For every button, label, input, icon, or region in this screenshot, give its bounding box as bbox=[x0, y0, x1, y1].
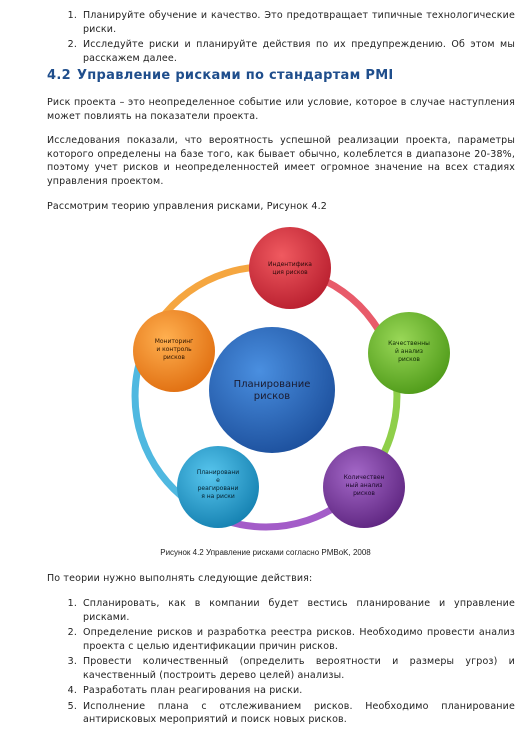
node-label-line: Мониторинг bbox=[154, 338, 194, 345]
node-label-line: й анализ bbox=[394, 348, 424, 355]
list-item-text: Провести количественный (определить вероятности и размеры угроз) и качественный (построить дерево целей) анализы. bbox=[83, 656, 515, 681]
node-label-line: рисков bbox=[163, 354, 185, 361]
paragraph-actions-intro: По теории нужно выполнять следующие действия: bbox=[47, 573, 313, 584]
list-item-number: 4. bbox=[67, 685, 77, 696]
node-label-line: я на риски bbox=[201, 493, 235, 500]
node-label-line: ция рисков bbox=[272, 269, 308, 276]
section-title: Управление рисками по стандартам PMI bbox=[76, 68, 394, 83]
list-item-text: Разработать план реагирования на риски. bbox=[83, 685, 303, 696]
list-item bbox=[67, 626, 515, 653]
risk-management-diagram bbox=[0, 215, 531, 545]
node-label-line: Количествен bbox=[343, 474, 385, 481]
node-label-line: е bbox=[216, 477, 220, 484]
node-label-line: Планировани bbox=[196, 469, 240, 476]
list-item-number: 2. bbox=[67, 627, 77, 638]
list-item bbox=[67, 700, 515, 727]
section-number: 4.2 bbox=[47, 68, 71, 83]
node-qualitative-analysis bbox=[368, 312, 450, 394]
center-label-line: Планирование bbox=[233, 379, 311, 390]
list-item-number: 1. bbox=[67, 598, 77, 609]
center-label-line: рисков bbox=[253, 391, 291, 402]
node-label-line: ный анализ bbox=[345, 482, 383, 489]
node-response-planning bbox=[177, 446, 259, 528]
list-item-text: Планируйте обучение и качество. Это предотвращает типичные технологические риски. bbox=[83, 10, 515, 35]
node-label-line: рисков bbox=[398, 356, 420, 363]
list-item bbox=[67, 597, 515, 624]
paragraph-research: Исследования показали, что вероятность успешной реализации проекта, параметры которого определены на базе того, как бывает обычно, колеблется в диапазоне 20-38%, поэтому учет рисков и неопределенностей имеет огромное значение на всех стадиях управления проектом. bbox=[47, 135, 515, 187]
list-item-number: 3. bbox=[67, 656, 77, 667]
node-label-line: Индентифика bbox=[268, 261, 312, 268]
list-item-text: Исполнение плана с отслеживанием рисков. Необходимо планирование антирисковых мероприятий и поиск новых рисков. bbox=[83, 700, 515, 725]
center-circle bbox=[209, 327, 335, 453]
list-item-text: Исследуйте риски и планируйте действия по их предупреждению. Об этом мы расскажем далее. bbox=[83, 39, 515, 64]
node-label-line: Качественны bbox=[388, 340, 430, 347]
list-item bbox=[67, 655, 515, 682]
list-item-text: Определение рисков и разработка реестра рисков. Необходимо провести анализ проекта с целью идентификации причин рисков. bbox=[83, 627, 515, 652]
list-item-number: 5. bbox=[67, 700, 77, 712]
list-item-number: 2. bbox=[67, 39, 77, 50]
list-item-text: Спланировать, как в компании будет вестись планирование и управление рисками. bbox=[83, 598, 515, 623]
paragraph-risk-definition: Риск проекта – это неопределенное событие или условие, которое в случае наступления может повлиять на показатели проекта. bbox=[47, 97, 515, 122]
paragraph-figure-intro: Рассмотрим теорию управления рисками, Рисунок 4.2 bbox=[47, 201, 327, 212]
list-item-number: 1. bbox=[67, 10, 77, 21]
node-quantitative-analysis bbox=[323, 446, 405, 528]
list-item bbox=[67, 38, 515, 65]
bottom-numbered-list bbox=[67, 597, 515, 729]
list-item bbox=[67, 684, 515, 698]
section-heading bbox=[47, 68, 394, 83]
node-identification bbox=[249, 227, 331, 309]
node-monitoring-control bbox=[133, 310, 215, 392]
top-numbered-list bbox=[67, 9, 515, 67]
node-label-line: рисков bbox=[353, 490, 375, 497]
node-label-line: реагировани bbox=[197, 485, 239, 492]
node-label-line: и контроль bbox=[156, 346, 192, 353]
list-item bbox=[67, 9, 515, 36]
figure-caption: Рисунок 4.2 Управление рисками согласно PMBoK, 2008 bbox=[160, 548, 371, 557]
